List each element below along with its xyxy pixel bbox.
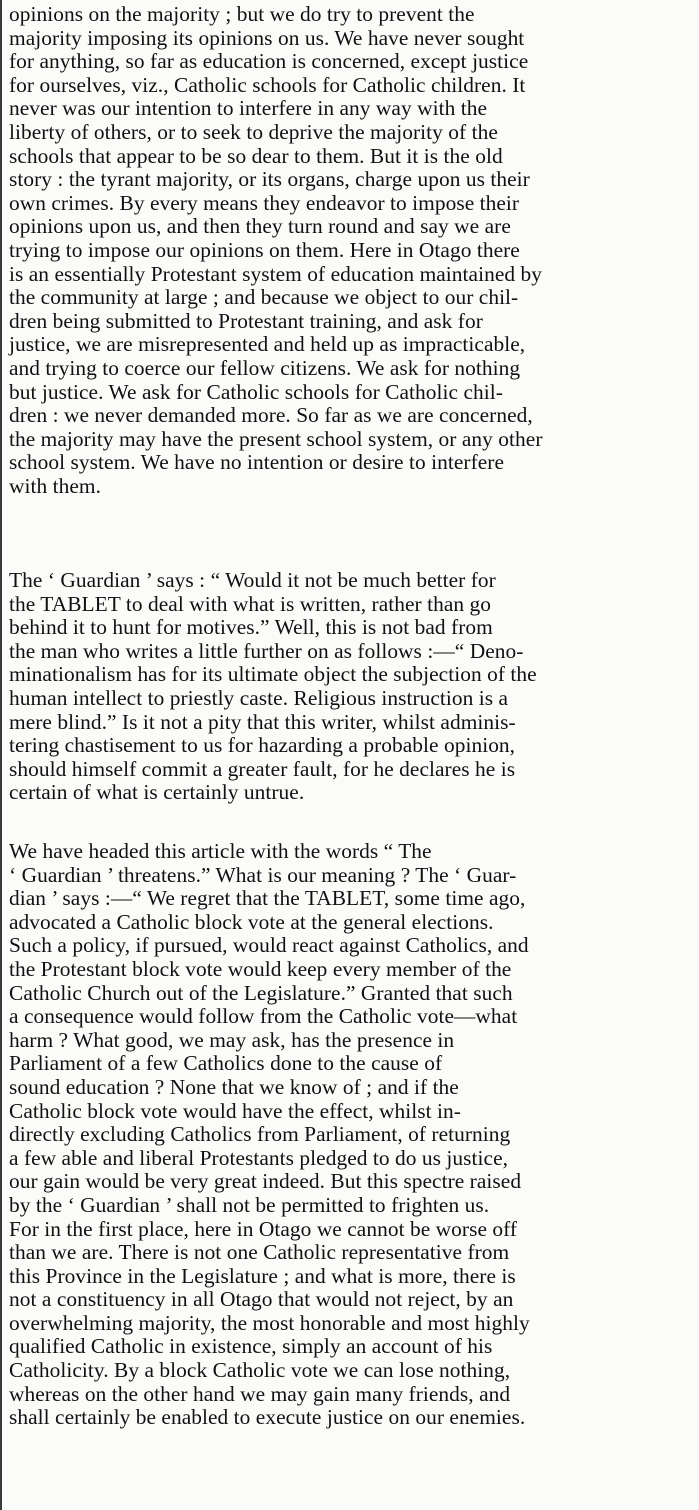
article-paragraph-2: The ‘ Guardian ’ says : “ Would it not be much better for the TABLET to deal with what is written, rather than go behind it to hunt for motives.” Well, this is not bad from the man who writes a little further on as follows :—“ Deno- minationalism has for its ultimate object the subjection of the human intellect to priestly caste. Religious instruction is a mere blind.” Is it not a pity that this writer, whilst adminis- tering chastisement to us for hazarding a probable opinion, should himself commit a greater fault, for he declares he is certain of what is certainly untrue.	[9, 568, 537, 805]
article-paragraph-1: opinions on the majority ; but we do try to prevent the majority imposing its opinions on us. We have never sought for anything, so far as education is concerned, except justice for ourselves, viz., Catholic schools for Catholic children. It never was our intention to interfere in any way with the liberty of others, or to seek to deprive the majority of the schools that appear to be so dear to them. But it is the old story : the tyrant majority, or its organs, charge upon us their own crimes. By every means they endeavor to impose their opinions upon us, and then they turn round and say we are trying to impose our opinions on them. Here in Otago there is an essentially Protestant system of education maintained by the community at large ; and because we object to our chil- dren being submitted to Protestant training, and ask for justice, we are misrepresented and held up as impracticable, and trying to coerce our fellow citizens. We ask for nothing but justice. We ask for Catholic schools for Catholic chil- dren : we never demanded more. So far as we are concerned, the majority may have the present school system, or any other school system. We have no intention or desire to interfere with them.	[9, 2, 543, 498]
column-rule	[0, 0, 2, 1510]
article-paragraph-3: We have headed this article with the words “ The ‘ Guardian ’ threatens.” What is our meaning ? The ‘ Guar- dian ’ says :—“ We regret that the TABLET, some time ago, advocated a Catholic block vote at the general elections. Such a policy, if pursued, would react against Catholics, and the Protestant block vote would keep every member of the Catholic Church out of the Legislature.” Granted that such a consequence would follow from the Catholic vote—what harm ? What good, we may ask, has the presence in Parliament of a few Catholics done to the cause of sound education ? None that we know of ; and if the Catholic block vote would have the effect, whilst in- directly excluding Catholics from Parliament, of returning a few able and liberal Protestants pledged to do us justice, our gain would be very great indeed. But this spectre raised by the ‘ Guardian ’ shall not be permitted to frighten us. For in the first place, here in Otago we cannot be worse off than we are. There is not one Catholic representative from this Province in the Legislature ; and what is more, there is not a constituency in all Otago that would not reject, by an overwhelming majority, the most honorable and most highly qualified Catholic in existence, simply an account of his Catholicity. By a block Catholic vote we can lose nothing, whereas on the other hand we may gain many friends, and shall certainly be enabled to execute justice on our enemies.	[9, 839, 530, 1430]
article-column	[9, 3, 695, 1500]
